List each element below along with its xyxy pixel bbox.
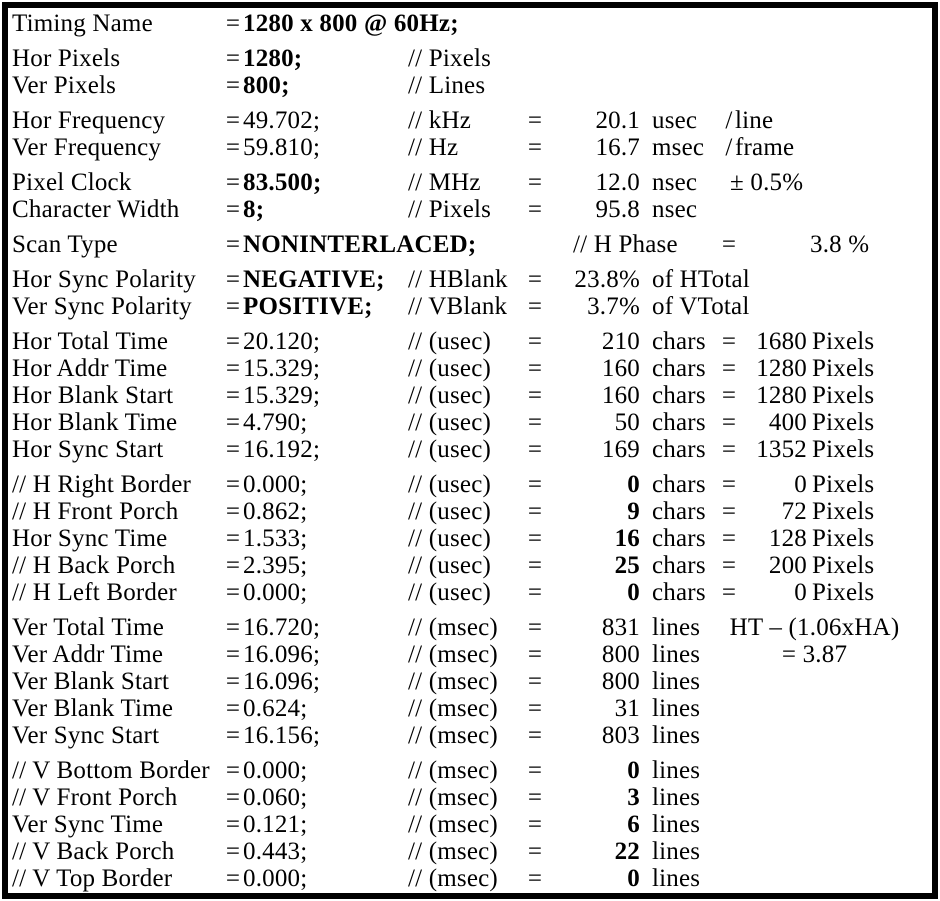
unit-comment: // (msec): [408, 614, 498, 641]
h-phase-value: 3.8 %: [810, 231, 870, 258]
unit-comment: // (usec): [408, 436, 492, 463]
pixel-value: 1352: [756, 436, 807, 463]
equals-sign: =: [225, 293, 241, 320]
equals-sign: =: [225, 784, 241, 811]
separator-sign: =: [721, 525, 737, 552]
unit-comment: // Lines: [408, 72, 486, 99]
pixel-unit: Pixels: [812, 436, 875, 463]
param-label: // H Left Border: [12, 579, 177, 606]
unit-comment: // kHz: [408, 107, 471, 134]
param-label: Ver Blank Start: [12, 668, 170, 695]
equals-sign: =: [225, 72, 241, 99]
pixel-value: 0: [794, 579, 807, 606]
param-value: NONINTERLACED;: [243, 231, 477, 258]
side-note: HT – (1.06xHA): [729, 614, 900, 641]
row-v-front-porch: [8, 784, 932, 811]
equals-sign: =: [225, 196, 241, 223]
param-value: 0.121;: [243, 811, 308, 838]
row-timing-name: [8, 10, 932, 37]
row-hor-blank-time: [8, 409, 932, 436]
param-value: 83.500;: [243, 169, 322, 196]
equals-sign-2: =: [527, 641, 543, 668]
separator-sign: =: [721, 355, 737, 382]
equals-sign: =: [225, 169, 241, 196]
derived-value: 160: [601, 355, 640, 382]
param-label: // V Bottom Border: [12, 757, 210, 784]
param-label: // V Back Porch: [12, 838, 175, 865]
param-value: 800;: [243, 72, 290, 99]
row-h-right-border: [8, 471, 932, 498]
param-value: 20.120;: [243, 328, 321, 355]
equals-sign-2: =: [527, 328, 543, 355]
param-label: Hor Sync Start: [12, 436, 164, 463]
param-label: Hor Sync Polarity: [12, 266, 196, 293]
equals-sign-2: =: [527, 722, 543, 749]
derived-unit: lines: [652, 811, 701, 838]
param-label: Hor Sync Time: [12, 525, 168, 552]
equals-sign: =: [225, 107, 241, 134]
param-value: 0.862;: [243, 498, 308, 525]
equals-sign: =: [225, 525, 241, 552]
separator-sign: =: [721, 498, 737, 525]
equals-sign: =: [225, 614, 241, 641]
row-hor-sync-start: [8, 436, 932, 463]
derived-value: 3.7%: [587, 293, 640, 320]
equals-sign-2: =: [527, 382, 543, 409]
derived-value: 22: [614, 838, 640, 865]
equals-sign: =: [225, 10, 241, 37]
param-label: Hor Total Time: [12, 328, 169, 355]
row-ver-frequency: [8, 134, 932, 161]
tolerance-note: ± 0.5%: [730, 169, 804, 196]
derived-value: 803: [601, 722, 640, 749]
unit-comment: // MHz: [408, 169, 481, 196]
param-value: 16.096;: [243, 641, 321, 668]
derived-value: 160: [601, 382, 640, 409]
row-hor-pixels: [8, 45, 932, 72]
param-value: 0.000;: [243, 757, 308, 784]
param-value: 8;: [243, 196, 265, 223]
equals-sign-2: =: [527, 757, 543, 784]
separator-sign: =: [721, 436, 737, 463]
separator-sign: =: [721, 579, 737, 606]
separator-sign: /: [725, 107, 733, 134]
pixel-unit: Pixels: [812, 328, 875, 355]
unit-comment: // (usec): [408, 525, 492, 552]
pixel-value: 1280: [756, 382, 807, 409]
pixel-unit: Pixels: [812, 409, 875, 436]
param-value: 16.192;: [243, 436, 321, 463]
param-value: 1.533;: [243, 525, 308, 552]
equals-sign-2: =: [527, 169, 543, 196]
equals-sign: =: [225, 355, 241, 382]
param-value: 15.329;: [243, 382, 321, 409]
equals-sign: =: [225, 811, 241, 838]
derived-unit: msec: [652, 134, 705, 161]
unit-comment: // (usec): [408, 498, 492, 525]
param-label: Hor Frequency: [12, 107, 166, 134]
equals-sign-2: =: [527, 811, 543, 838]
unit-comment: // (msec): [408, 865, 498, 892]
derived-unit: lines: [652, 641, 701, 668]
derived-value: 25: [614, 552, 640, 579]
derived-unit: usec: [652, 107, 698, 134]
derived-value: 12.0: [595, 169, 640, 196]
derived-value: 23.8%: [574, 266, 640, 293]
param-label: Hor Addr Time: [12, 355, 168, 382]
h-phase-label: // H Phase: [573, 231, 678, 258]
derived-unit: chars: [652, 409, 706, 436]
unit-comment: // (msec): [408, 811, 498, 838]
side-note: = 3.87: [781, 641, 848, 668]
derived-unit: chars: [652, 436, 706, 463]
derived-value: 6: [627, 811, 640, 838]
param-value: 1280 x 800 @ 60Hz;: [243, 10, 459, 37]
param-label: Ver Sync Start: [12, 722, 160, 749]
derived-unit: lines: [652, 838, 701, 865]
row-v-bottom-border: [8, 757, 932, 784]
derived-value: 800: [601, 641, 640, 668]
derived-value: 0: [627, 579, 640, 606]
derived-unit: lines: [652, 784, 701, 811]
derived-unit: lines: [652, 722, 701, 749]
derived-value: 0: [627, 757, 640, 784]
unit-comment: // (usec): [408, 579, 492, 606]
param-value: 4.790;: [243, 409, 308, 436]
param-value: 15.329;: [243, 355, 321, 382]
pixel-value: 200: [768, 552, 807, 579]
unit-comment: // (usec): [408, 471, 492, 498]
unit-comment: // Hz: [408, 134, 459, 161]
row-pixel-clock: [8, 169, 932, 196]
equals-sign: =: [225, 471, 241, 498]
derived-value: 800: [601, 668, 640, 695]
param-label: Ver Blank Time: [12, 695, 174, 722]
equals-sign-2: =: [527, 614, 543, 641]
row-ver-addr-time: [8, 641, 932, 668]
param-value: 16.720;: [243, 614, 321, 641]
equals-sign-2: =: [527, 266, 543, 293]
param-value: 2.395;: [243, 552, 308, 579]
pixel-unit: Pixels: [812, 382, 875, 409]
row-scan-type: [8, 231, 932, 258]
equals-sign: =: [225, 552, 241, 579]
unit-comment: // (msec): [408, 784, 498, 811]
equals-sign-2: =: [527, 196, 543, 223]
row-hor-addr-time: [8, 355, 932, 382]
param-value: 49.702;: [243, 107, 321, 134]
unit-comment: // (msec): [408, 757, 498, 784]
unit-comment: // (usec): [408, 355, 492, 382]
pixel-unit: Pixels: [812, 498, 875, 525]
param-value: 0.443;: [243, 838, 308, 865]
equals-sign-2: =: [527, 552, 543, 579]
param-value: 59.810;: [243, 134, 321, 161]
param-label: Ver Addr Time: [12, 641, 164, 668]
derived-value: 0: [627, 865, 640, 892]
equals-sign-2: =: [527, 525, 543, 552]
derived-value: 20.1: [595, 107, 640, 134]
equals-sign: =: [225, 134, 241, 161]
equals-sign: =: [225, 328, 241, 355]
param-label: Scan Type: [12, 231, 118, 258]
row-ver-total-time: [8, 614, 932, 641]
row-h-front-porch: [8, 498, 932, 525]
equals-sign-2: =: [527, 409, 543, 436]
equals-sign: =: [225, 498, 241, 525]
row-character-width: [8, 196, 932, 223]
param-value: 0.060;: [243, 784, 308, 811]
row-v-back-porch: [8, 838, 932, 865]
unit-comment: // (msec): [408, 722, 498, 749]
equals-sign: =: [225, 266, 241, 293]
derived-unit: nsec: [652, 169, 698, 196]
param-value: 0.000;: [243, 471, 308, 498]
row-h-back-porch: [8, 552, 932, 579]
derived-unit: lines: [652, 695, 701, 722]
row-v-top-border: [8, 865, 932, 892]
param-label: Ver Frequency: [12, 134, 162, 161]
derived-value: 16.7: [595, 134, 640, 161]
param-label: // H Back Porch: [12, 552, 176, 579]
derived-unit: chars: [652, 525, 706, 552]
pixel-value: 0: [794, 471, 807, 498]
equals-sign: =: [225, 579, 241, 606]
derived-unit: lines: [652, 865, 701, 892]
equals-sign-2: =: [527, 293, 543, 320]
equals-sign: =: [225, 722, 241, 749]
separator-sign: =: [721, 471, 737, 498]
param-label: Pixel Clock: [12, 169, 132, 196]
unit-comment: // VBlank: [408, 293, 508, 320]
unit-comment: // Pixels: [408, 196, 492, 223]
derived-value: 31: [614, 695, 640, 722]
unit-comment: // (msec): [408, 668, 498, 695]
pixel-value: 1280: [756, 355, 807, 382]
unit-comment: // (usec): [408, 409, 492, 436]
derived-unit: chars: [652, 382, 706, 409]
derived-unit: chars: [652, 579, 706, 606]
separator-sign: /: [725, 134, 733, 161]
derived-value: 16: [614, 525, 640, 552]
pixel-unit: Pixels: [812, 355, 875, 382]
equals-sign-2: =: [527, 784, 543, 811]
derived-value: 0: [627, 471, 640, 498]
pixel-unit: Pixels: [812, 525, 875, 552]
equals-sign-2: =: [527, 498, 543, 525]
param-label: // H Front Porch: [12, 498, 179, 525]
unit-comment: // (msec): [408, 641, 498, 668]
derived-unit: chars: [652, 498, 706, 525]
param-value: POSITIVE;: [243, 293, 373, 320]
pixel-unit: Pixels: [812, 471, 875, 498]
row-ver-pixels: [8, 72, 932, 99]
equals-sign: =: [225, 436, 241, 463]
derived-unit: nsec: [652, 196, 698, 223]
equals-sign-2: =: [527, 865, 543, 892]
derived-value: 3: [627, 784, 640, 811]
unit-comment: // Pixels: [408, 45, 492, 72]
equals-sign-2: =: [527, 436, 543, 463]
param-label: Hor Blank Time: [12, 409, 178, 436]
row-h-left-border: [8, 579, 932, 606]
equals-sign-2: =: [527, 838, 543, 865]
equals-sign: =: [225, 45, 241, 72]
pixel-value: frame: [735, 134, 795, 161]
equals-sign-2: =: [527, 355, 543, 382]
equals-sign: =: [225, 865, 241, 892]
unit-comment: // (usec): [408, 552, 492, 579]
unit-comment: // (msec): [408, 695, 498, 722]
derived-unit: lines: [652, 614, 701, 641]
param-label: Hor Pixels: [12, 45, 121, 72]
equals-sign-2: =: [527, 107, 543, 134]
equals-sign: =: [225, 641, 241, 668]
equals-sign: =: [225, 231, 241, 258]
equals-sign: =: [225, 695, 241, 722]
equals-sign: =: [225, 409, 241, 436]
param-label: Character Width: [12, 196, 180, 223]
row-hor-total-time: [8, 328, 932, 355]
row-hor-sync-time: [8, 525, 932, 552]
param-label: Hor Blank Start: [12, 382, 174, 409]
param-label: // V Front Porch: [12, 784, 178, 811]
unit-comment: // (usec): [408, 382, 492, 409]
pixel-value: 128: [768, 525, 807, 552]
equals-sign-2: =: [527, 668, 543, 695]
equals-sign-2: =: [527, 471, 543, 498]
derived-unit: chars: [652, 328, 706, 355]
param-value: NEGATIVE;: [243, 266, 385, 293]
row-ver-sync-polarity: [8, 293, 932, 320]
derived-value: 169: [601, 436, 640, 463]
row-ver-sync-start: [8, 722, 932, 749]
pixel-value: 72: [781, 498, 807, 525]
param-value: 1280;: [243, 45, 303, 72]
equals-sign: =: [225, 838, 241, 865]
separator-sign: =: [721, 409, 737, 436]
separator-sign: =: [721, 552, 737, 579]
pixel-value: 400: [768, 409, 807, 436]
param-label: // H Right Border: [12, 471, 192, 498]
derived-unit: of HTotal: [652, 266, 750, 293]
param-value: 0.000;: [243, 579, 308, 606]
equals-sign: =: [225, 668, 241, 695]
param-label: Timing Name: [12, 10, 153, 37]
equals-sign: =: [225, 757, 241, 784]
param-value: 0.624;: [243, 695, 308, 722]
param-label: // V Top Border: [12, 865, 173, 892]
pixel-value: line: [735, 107, 774, 134]
row-ver-blank-time: [8, 695, 932, 722]
param-label: Ver Pixels: [12, 72, 117, 99]
row-hor-sync-polarity: [8, 266, 932, 293]
param-value: 16.156;: [243, 722, 321, 749]
derived-value: 831: [601, 614, 640, 641]
separator-sign: =: [721, 382, 737, 409]
unit-comment: // HBlank: [408, 266, 508, 293]
unit-comment: // (msec): [408, 838, 498, 865]
row-hor-blank-start: [8, 382, 932, 409]
equals-sign-2: =: [527, 579, 543, 606]
derived-unit: of VTotal: [652, 293, 750, 320]
param-label: Ver Sync Time: [12, 811, 164, 838]
row-hor-frequency: [8, 107, 932, 134]
derived-value: 50: [614, 409, 640, 436]
separator-sign: =: [721, 328, 737, 355]
row-ver-sync-time: [8, 811, 932, 838]
derived-unit: chars: [652, 355, 706, 382]
derived-value: 210: [601, 328, 640, 355]
param-label: Ver Sync Polarity: [12, 293, 192, 320]
equals-sign: =: [225, 382, 241, 409]
unit-comment: // (usec): [408, 328, 492, 355]
derived-unit: chars: [652, 471, 706, 498]
equals-sign-2: =: [527, 695, 543, 722]
param-value: 16.096;: [243, 668, 321, 695]
derived-unit: lines: [652, 668, 701, 695]
row-ver-blank-start: [8, 668, 932, 695]
pixel-value: 1680: [756, 328, 807, 355]
derived-unit: lines: [652, 757, 701, 784]
param-value: 0.000;: [243, 865, 308, 892]
param-label: Ver Total Time: [12, 614, 164, 641]
pixel-unit: Pixels: [812, 579, 875, 606]
derived-unit: chars: [652, 552, 706, 579]
derived-value: 95.8: [595, 196, 640, 223]
separator-sign: =: [721, 231, 737, 258]
equals-sign-2: =: [527, 134, 543, 161]
derived-value: 9: [627, 498, 640, 525]
pixel-unit: Pixels: [812, 552, 875, 579]
timing-table: [8, 10, 932, 892]
